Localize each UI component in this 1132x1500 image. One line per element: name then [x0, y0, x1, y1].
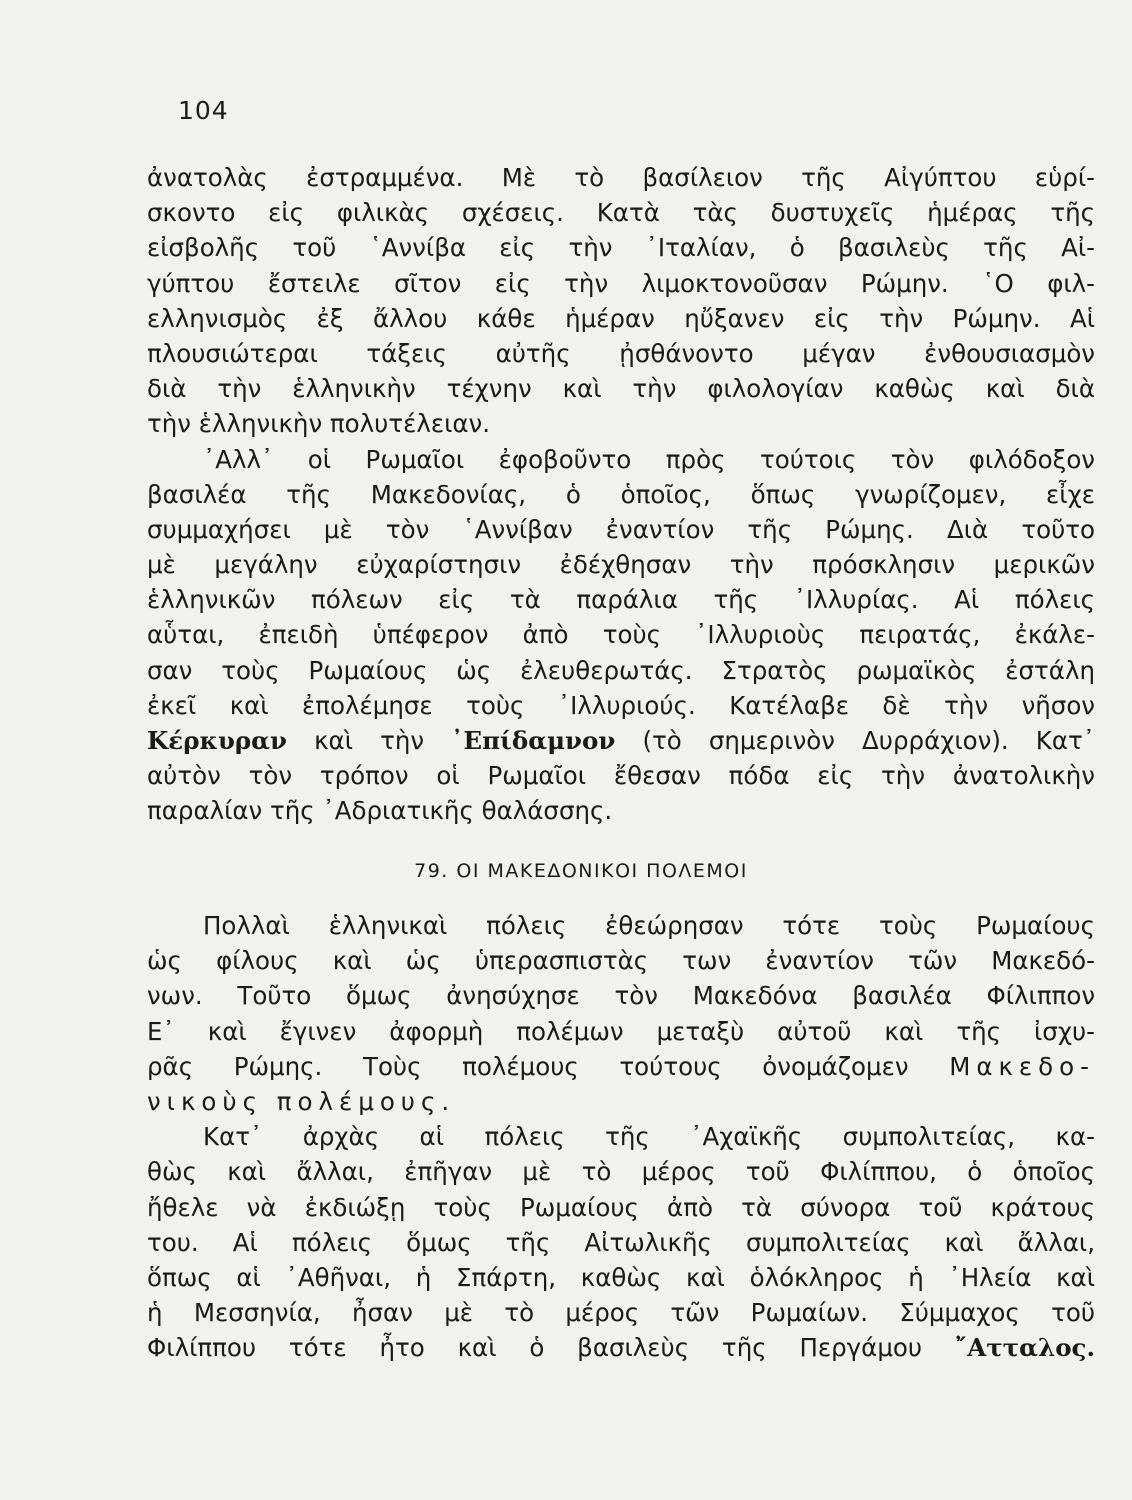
text-line: ᾿Αλλ᾿ οἱ Ρωμαῖοι ἐφοβοῦντο πρὸς τούτοις τὸν φιλόδοξον — [203, 444, 1095, 474]
text-line: ἀνατολὰς ἐστραμμένα. Μὲ τὸ βασίλειον τῆς Αἰγύπτου εὑρί- — [147, 163, 1095, 192]
text-line-with-place-names — [147, 723, 1095, 758]
text-line: ελληνισμὸς ἐξ ἄλλου κάθε ἡμέραν ηὔξανεν εἰς τὴν Ρώμην. Αἱ — [147, 303, 1095, 333]
text-line: τὴν ἑλληνικὴν πολυτέλειαν. — [147, 409, 490, 439]
text-line: σκοντο εἰς φιλικὰς σχέσεις. Κατὰ τὰς δυστυχεῖς ἡμέρας τῆς — [147, 198, 1095, 228]
text-line: εἰσβολῆς τοῦ ῾Αννίβα εἰς τὴν ᾿Ιταλίαν, ὁ βασιλεὺς τῆς Αἰ- — [147, 233, 1095, 263]
text-fragment: καὶ τὴν — [314, 726, 425, 755]
paragraph-block-1 — [147, 160, 1095, 829]
spaced-term-line: νικοὺς πολέμους. — [147, 1086, 456, 1116]
text-line: Ε᾿ καὶ ἔγινεν ἀφορμὴ πολέμων μεταξὺ αὐτοῦ καὶ τῆς ἰσχυ- — [147, 1016, 1095, 1046]
text-line-with-name — [147, 1330, 1095, 1365]
text-line: γύπτου ἔστειλε σῖτον εἰς τὴν λιμοκτονοῦσαν Ρώμην. ῾Ο φιλ- — [147, 268, 1095, 298]
text-line-with-spaced-term — [147, 1049, 1095, 1084]
text-line: διὰ τὴν ἑλληνικὴν τέχνην καὶ τὴν φιλολογίαν καθὼς καὶ διὰ — [147, 374, 1095, 404]
text-line: νων. Τοῦτο ὅμως ἀνησύχησε τὸν Μακεδόνα βασιλέα Φίλιππον — [147, 981, 1095, 1011]
text-line: Κατ᾿ ἀρχὰς αἱ πόλεις τῆς ᾿Αχαϊκῆς συμπολιτείας, κα- — [203, 1122, 1095, 1152]
text-line: Πολλαὶ ἑλληνικαὶ πόλεις ἐθεώρησαν τότε τοὺς Ρωμαίους — [203, 911, 1095, 940]
text-line: βασιλέα τῆς Μακεδονίας, ὁ ὁποῖος, ὅπως γνωρίζομεν, εἶχε — [147, 479, 1095, 509]
person-name-attalos: ῎Ατταλος. — [954, 1333, 1095, 1363]
text-line: συμμαχήσει μὲ τὸν ῾Αννίβαν ἐναντίον τῆς Ρώμης. Διὰ τοῦτο — [147, 514, 1095, 544]
place-name-epidamnos: ᾿Επίδαμνον — [451, 726, 616, 755]
place-name-kerkyra: Κέρκυραν — [147, 726, 287, 755]
text-line: ἤθελε νὰ ἐκδιώξῃ τοὺς Ρωμαίους ἀπὸ τὰ σύνορα τοῦ κράτους — [147, 1192, 1095, 1222]
text-fragment: ρᾶς Ρώμης. Τοὺς πολέμους τούτους ὀνομάζομεν — [147, 1051, 909, 1081]
text-line: ἡ Μεσσηνία, ἦσαν μὲ τὸ μέρος τῶν Ρωμαίων. Σύμμαχος τοῦ — [147, 1298, 1095, 1328]
text-line: παραλίαν τῆς ᾿Αδριατικῆς θαλάσσης. — [147, 796, 613, 826]
text-line: του. Αἱ πόλεις ὅμως τῆς Αἰτωλικῆς συμπολιτείας καὶ ἄλλαι, — [147, 1227, 1095, 1257]
text-line: ἑλληνικῶν πόλεων εἰς τὰ παράλια τῆς ᾿Ιλλυρίας. Αἱ πόλεις — [147, 585, 1095, 615]
text-line: πλουσιώτεραι τάξεις αὐτῆς ᾐσθάνοντο μέγαν ἐνθουσιασμὸν — [147, 338, 1095, 368]
spaced-term: Μακεδο- — [949, 1051, 1095, 1081]
text-line: μὲ μεγάλην εὐχαρίστησιν ἐδέχθησαν τὴν πρόσκλησιν μερικῶν — [147, 550, 1095, 580]
text-line: σαν τοὺς Ρωμαίους ὡς ἐλευθερωτάς. Στρατὸς ρωμαϊκὸς ἐστάλη — [147, 655, 1095, 685]
text-line: αὗται, ἐπειδὴ ὑπέφερον ἀπὸ τοὺς ᾿Ιλλυριοὺς πειρατάς, ἐκάλε- — [147, 620, 1095, 650]
text-fragment: (τὸ σημερινὸν Δυρράχιον). Κατ᾿ — [642, 726, 1096, 755]
text-line: ὡς φίλους καὶ ὡς ὑπερασπιστὰς των ἐναντίον τῶν Μακεδό- — [147, 946, 1095, 976]
text-line: ὅπως αἱ ᾿Αθῆναι, ἡ Σπάρτη, καθὼς καὶ ὁλόκληρος ἡ ᾿Ηλεία καὶ — [147, 1262, 1095, 1292]
text-line: ἐκεῖ καὶ ἐπολέμησε τοὺς ᾿Ιλλυριούς. Κατέλαβε δὲ τὴν νῆσον — [147, 690, 1095, 720]
paragraph-block-2 — [147, 908, 1095, 1365]
text-line: θὼς καὶ ἄλλαι, ἐπῆγαν μὲ τὸ μέρος τοῦ Φιλίππου, ὁ ὁποῖος — [147, 1157, 1095, 1187]
text-line: αὐτὸν τὸν τρόπον οἱ Ρωμαῖοι ἔθεσαν πόδα εἰς τὴν ἀνατολικὴν — [147, 761, 1095, 791]
section-heading: 79. ΟΙ ΜΑΚΕΔΟΝΙΚΟΙ ΠΟΛΕΜΟΙ — [414, 860, 748, 882]
page-number: 104 — [178, 96, 229, 125]
text-fragment: Φιλίππου τότε ἦτο καὶ ὁ βασιλεὺς τῆς Περγάμου — [147, 1333, 923, 1363]
